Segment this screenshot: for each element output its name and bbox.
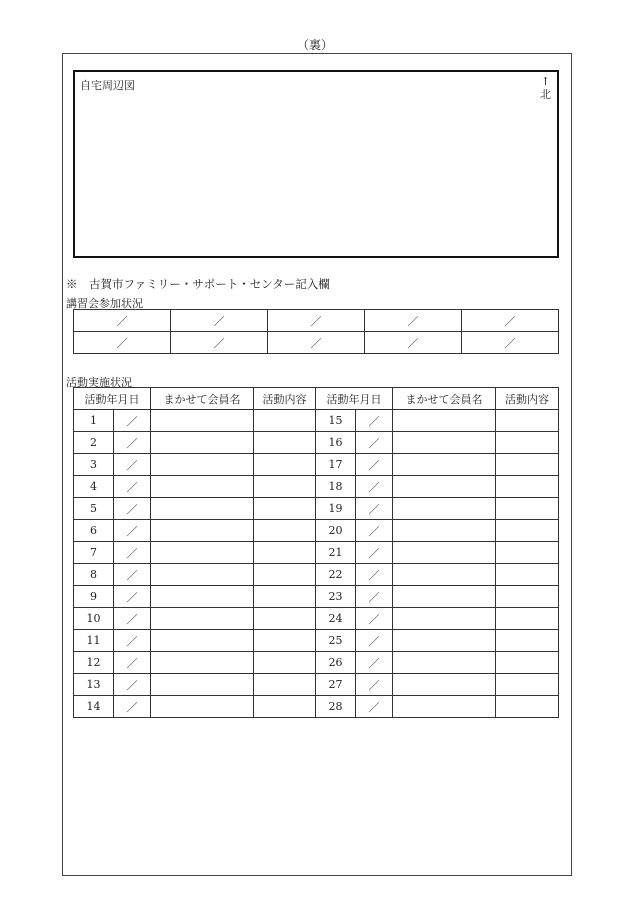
member-name-cell[interactable] [151, 498, 254, 520]
activity-row [74, 542, 559, 564]
member-name-cell[interactable] [393, 520, 496, 542]
member-name-cell[interactable] [393, 454, 496, 476]
date-cell[interactable]: ／ [114, 674, 151, 696]
row-number: 21 [316, 542, 356, 564]
activity-content-cell[interactable] [254, 498, 316, 520]
activity-row [74, 476, 559, 498]
date-cell[interactable]: ／ [356, 630, 393, 652]
date-cell[interactable]: ／ [114, 542, 151, 564]
date-cell[interactable]: ／ [356, 476, 393, 498]
member-name-cell[interactable] [393, 476, 496, 498]
activity-content-cell[interactable] [496, 542, 559, 564]
lecture-date-cell[interactable]: ／ [462, 310, 559, 332]
activity-row [74, 586, 559, 608]
date-cell[interactable]: ／ [356, 674, 393, 696]
activity-content-cell[interactable] [254, 432, 316, 454]
north-arrow-icon: ↑ [540, 75, 551, 88]
activity-row [74, 498, 559, 520]
date-cell[interactable]: ／ [356, 608, 393, 630]
activity-content-cell[interactable] [496, 630, 559, 652]
activity-row [74, 608, 559, 630]
row-number: 1 [74, 410, 114, 432]
activity-content-cell[interactable] [496, 608, 559, 630]
activity-content-cell[interactable] [496, 410, 559, 432]
date-cell[interactable]: ／ [114, 630, 151, 652]
member-name-cell[interactable] [151, 520, 254, 542]
row-number: 11 [74, 630, 114, 652]
member-name-cell[interactable] [393, 608, 496, 630]
activity-content-cell[interactable] [254, 674, 316, 696]
member-name-cell[interactable] [393, 696, 496, 718]
row-number: 6 [74, 520, 114, 542]
activity-row [74, 652, 559, 674]
lecture-row [74, 332, 559, 354]
row-number: 3 [74, 454, 114, 476]
date-cell[interactable]: ／ [114, 586, 151, 608]
date-cell[interactable]: ／ [114, 454, 151, 476]
date-cell[interactable]: ／ [356, 564, 393, 586]
activity-row [74, 674, 559, 696]
row-number: 12 [74, 652, 114, 674]
row-number: 28 [316, 696, 356, 718]
activity-content-cell[interactable] [254, 542, 316, 564]
lecture-date-cell[interactable]: ／ [171, 310, 268, 332]
activity-row [74, 630, 559, 652]
member-name-cell[interactable] [151, 674, 254, 696]
lecture-date-cell[interactable]: ／ [74, 332, 171, 354]
lecture-section-title: 講習会参加状況 [66, 297, 143, 310]
date-cell[interactable]: ／ [356, 542, 393, 564]
member-name-cell[interactable] [393, 564, 496, 586]
lecture-date-cell[interactable]: ／ [171, 332, 268, 354]
activity-content-cell[interactable] [496, 498, 559, 520]
member-name-cell[interactable] [393, 432, 496, 454]
page-label: （裏） [296, 38, 333, 52]
header-activity-date: 活動年月日 [316, 388, 393, 410]
date-cell[interactable]: ／ [114, 652, 151, 674]
activity-content-cell[interactable] [496, 652, 559, 674]
member-name-cell[interactable] [393, 630, 496, 652]
row-number: 25 [316, 630, 356, 652]
row-number: 26 [316, 652, 356, 674]
lecture-date-cell[interactable]: ／ [365, 310, 462, 332]
row-number: 18 [316, 476, 356, 498]
row-number: 16 [316, 432, 356, 454]
member-name-cell[interactable] [393, 410, 496, 432]
member-name-cell[interactable] [151, 564, 254, 586]
date-cell[interactable]: ／ [356, 454, 393, 476]
activity-row [74, 520, 559, 542]
activity-content-cell[interactable] [496, 520, 559, 542]
member-name-cell[interactable] [393, 542, 496, 564]
member-name-cell[interactable] [393, 674, 496, 696]
member-name-cell[interactable] [151, 652, 254, 674]
activity-row [74, 696, 559, 718]
row-number: 13 [74, 674, 114, 696]
member-name-cell[interactable] [151, 696, 254, 718]
header-member-name: まかせて会員名 [393, 388, 496, 410]
row-number: 23 [316, 586, 356, 608]
activity-content-cell[interactable] [254, 454, 316, 476]
activity-content-cell[interactable] [496, 432, 559, 454]
date-cell[interactable]: ／ [114, 476, 151, 498]
row-number: 7 [74, 542, 114, 564]
lecture-date-cell[interactable]: ／ [268, 310, 365, 332]
header-activity-date: 活動年月日 [74, 388, 151, 410]
activity-content-cell[interactable] [496, 454, 559, 476]
member-name-cell[interactable] [151, 432, 254, 454]
center-use-note: ※ 古賀市ファミリー・サポート・センター記入欄 [66, 277, 330, 291]
date-cell[interactable]: ／ [114, 696, 151, 718]
lecture-attendance-table [73, 309, 559, 354]
row-number: 17 [316, 454, 356, 476]
row-number: 2 [74, 432, 114, 454]
header-activity-content: 活動内容 [254, 388, 316, 410]
activity-content-cell[interactable] [254, 586, 316, 608]
member-name-cell[interactable] [151, 476, 254, 498]
row-number: 27 [316, 674, 356, 696]
date-cell[interactable]: ／ [356, 696, 393, 718]
date-cell[interactable]: ／ [114, 410, 151, 432]
date-cell[interactable]: ／ [114, 498, 151, 520]
map-title: 自宅周辺図 [80, 79, 135, 92]
activity-record-table [73, 387, 559, 718]
row-number: 4 [74, 476, 114, 498]
activity-row [74, 410, 559, 432]
date-cell[interactable]: ／ [356, 432, 393, 454]
header-member-name: まかせて会員名 [151, 388, 254, 410]
row-number: 14 [74, 696, 114, 718]
lecture-date-cell[interactable]: ／ [462, 332, 559, 354]
activity-row [74, 564, 559, 586]
member-name-cell[interactable] [393, 652, 496, 674]
member-name-cell[interactable] [393, 498, 496, 520]
row-number: 8 [74, 564, 114, 586]
date-cell[interactable]: ／ [114, 608, 151, 630]
lecture-row [74, 310, 559, 332]
header-activity-content: 活動内容 [496, 388, 559, 410]
activity-content-cell[interactable] [496, 586, 559, 608]
member-name-cell[interactable] [151, 410, 254, 432]
row-number: 24 [316, 608, 356, 630]
date-cell[interactable]: ／ [356, 498, 393, 520]
lecture-date-cell[interactable]: ／ [74, 310, 171, 332]
row-number: 9 [74, 586, 114, 608]
north-indicator [540, 75, 551, 101]
date-cell[interactable]: ／ [114, 520, 151, 542]
date-cell[interactable]: ／ [356, 652, 393, 674]
row-number: 22 [316, 564, 356, 586]
activity-content-cell[interactable] [254, 564, 316, 586]
activity-row [74, 432, 559, 454]
activity-content-cell[interactable] [496, 674, 559, 696]
lecture-date-cell[interactable]: ／ [268, 332, 365, 354]
member-name-cell[interactable] [151, 454, 254, 476]
date-cell[interactable]: ／ [114, 432, 151, 454]
row-number: 5 [74, 498, 114, 520]
activity-content-cell[interactable] [254, 476, 316, 498]
member-name-cell[interactable] [393, 586, 496, 608]
activity-content-cell[interactable] [254, 410, 316, 432]
activity-content-cell[interactable] [254, 520, 316, 542]
activity-content-cell[interactable] [254, 652, 316, 674]
row-number: 15 [316, 410, 356, 432]
activity-content-cell[interactable] [254, 696, 316, 718]
north-label: 北 [540, 88, 551, 101]
activity-content-cell[interactable] [496, 476, 559, 498]
member-name-cell[interactable] [151, 586, 254, 608]
row-number: 20 [316, 520, 356, 542]
date-cell[interactable]: ／ [356, 586, 393, 608]
activity-content-cell[interactable] [496, 564, 559, 586]
row-number: 10 [74, 608, 114, 630]
activity-section-title: 活動実施状況 [66, 376, 132, 389]
member-name-cell[interactable] [151, 630, 254, 652]
activity-content-cell[interactable] [496, 696, 559, 718]
date-cell[interactable]: ／ [356, 410, 393, 432]
member-name-cell[interactable] [151, 542, 254, 564]
activity-header-row [74, 388, 559, 410]
member-name-cell[interactable] [151, 608, 254, 630]
row-number: 19 [316, 498, 356, 520]
activity-content-cell[interactable] [254, 630, 316, 652]
date-cell[interactable]: ／ [356, 520, 393, 542]
home-area-map-box[interactable] [73, 70, 559, 258]
date-cell[interactable]: ／ [114, 564, 151, 586]
activity-row [74, 454, 559, 476]
lecture-date-cell[interactable]: ／ [365, 332, 462, 354]
activity-content-cell[interactable] [254, 608, 316, 630]
